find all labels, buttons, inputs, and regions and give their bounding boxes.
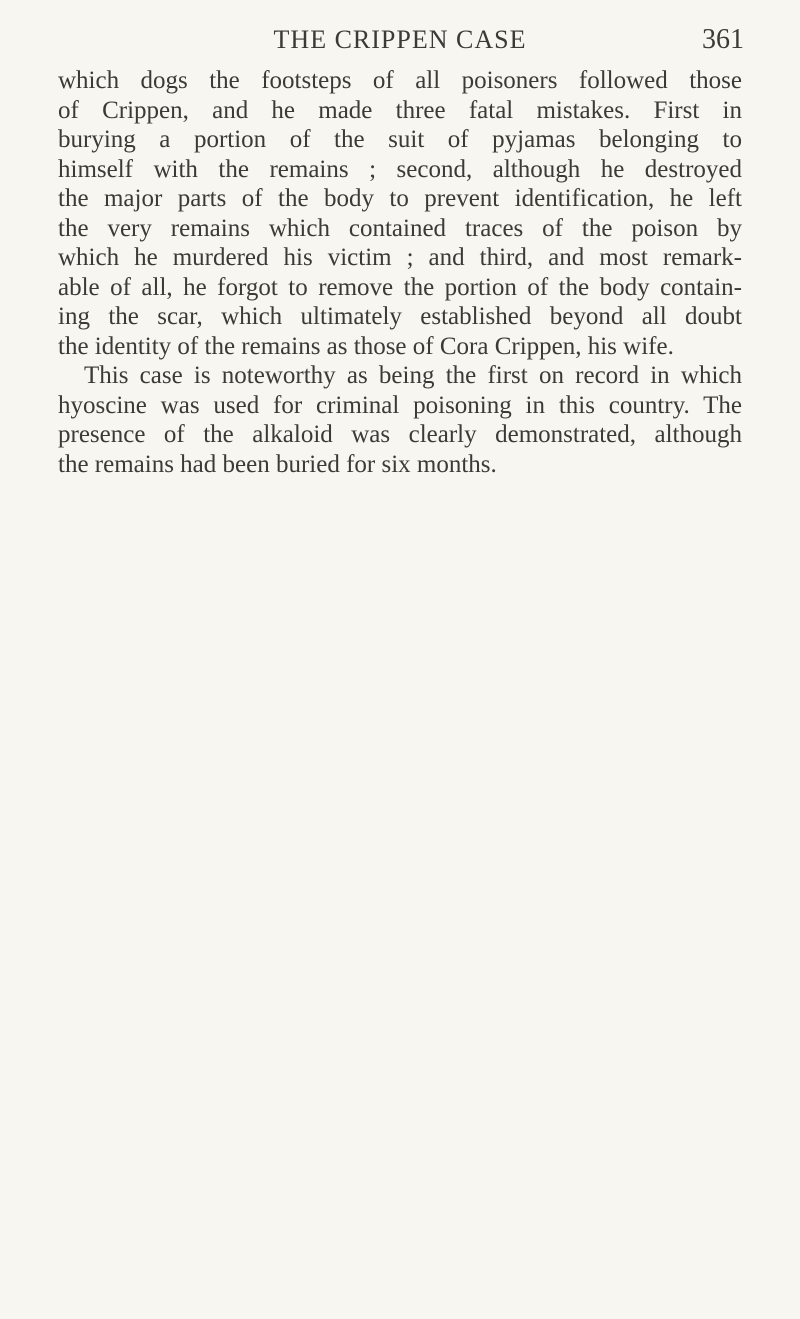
running-title: THE CRIPPEN CASE bbox=[273, 25, 527, 54]
text-line: burying a portion of the suit of pyjamas belonging to bbox=[58, 126, 742, 153]
body-text bbox=[58, 66, 742, 479]
text-line: able of all, he forgot to remove the portion of the body contain- bbox=[58, 273, 742, 301]
page-number: 361 bbox=[702, 24, 744, 55]
text-line: the remains had been buried for six months. bbox=[58, 450, 497, 478]
text-line: the identity of the remains as those of Cora Crippen, his wife. bbox=[58, 332, 674, 360]
text-line: of Crippen, and he made three fatal mistakes. First in bbox=[58, 96, 742, 124]
text-line: This case is noteworthy as being the first on record in which bbox=[84, 362, 742, 389]
text-line: presence of the alkaloid was clearly demonstrated, although bbox=[58, 421, 742, 448]
text-line: hyoscine was used for criminal poisoning in this country. The bbox=[58, 391, 742, 419]
text-line: himself with the remains ; second, although he destroyed bbox=[58, 155, 742, 183]
text-line: which dogs the footsteps of all poisoners followed those bbox=[58, 67, 742, 94]
text-line: ing the scar, which ultimately established beyond all doubt bbox=[58, 303, 742, 330]
running-head bbox=[56, 20, 744, 60]
text-line: which he murdered his victim ; and third, and most remark- bbox=[58, 244, 742, 271]
text-line: the major parts of the body to prevent identification, he left bbox=[58, 185, 742, 212]
text-line: the very remains which contained traces of the poison by bbox=[58, 214, 742, 242]
